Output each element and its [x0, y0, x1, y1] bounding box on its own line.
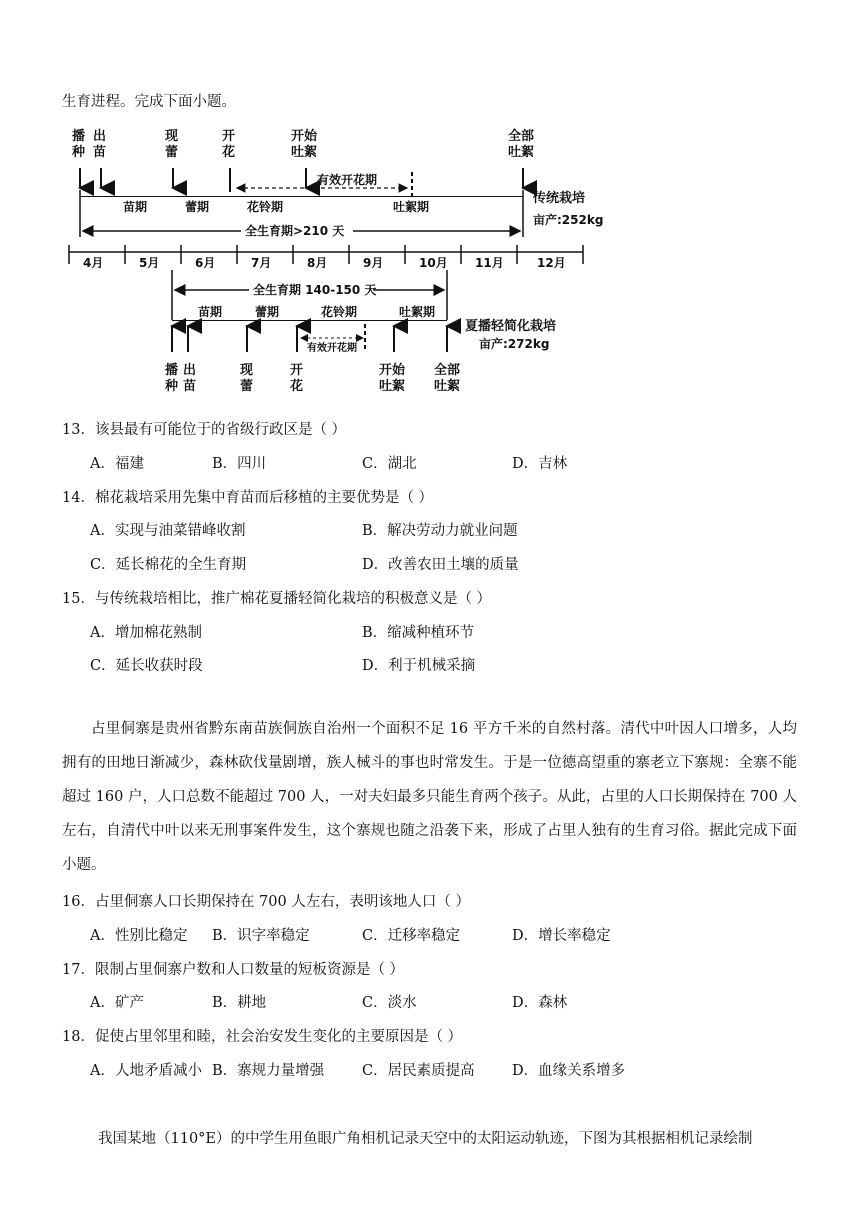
option: A．实现与油菜错峰收割 [90, 523, 246, 539]
summer-method-label: 夏播轻简化栽培 [465, 319, 557, 334]
question-18: 18．促使占里邻里和睦，社会治安发生变化的主要原因是（ ） [62, 1029, 463, 1045]
question-15: 15．与传统栽培相比，推广棉花夏播轻简化栽培的积极意义是（ ） [62, 591, 492, 607]
svg-text:播: 播 [165, 363, 179, 378]
trad-label-boll-all: 全部 [508, 129, 535, 144]
month-label: 8月 [307, 256, 328, 270]
month-label: 7月 [251, 256, 272, 270]
svg-text:苗: 苗 [93, 145, 107, 160]
option: C．迁移率稳定 [362, 928, 461, 944]
summer-period-3: 花铃期 [321, 305, 358, 319]
svg-text:开始: 开始 [379, 363, 406, 378]
option: D．森林 [512, 995, 568, 1011]
svg-text:全部: 全部 [434, 363, 461, 378]
summer-period-2: 蕾期 [255, 305, 280, 319]
option: C．湖北 [362, 456, 417, 472]
trad-label-emerge: 出 [93, 129, 107, 144]
trad-period-3: 花铃期 [247, 200, 284, 214]
svg-text:吐絮: 吐絮 [379, 379, 406, 394]
option: A．增加棉花熟制 [90, 625, 202, 641]
trad-total-label: 全生育期>210 天 [245, 224, 345, 238]
option: D．改善农田土壤的质量 [362, 557, 519, 573]
month-label: 6月 [195, 256, 216, 270]
question-16: 16．占里侗寨人口长期保持在 700 人左右，表明该地人口（ ） [62, 894, 470, 910]
option: C．居民素质提高 [362, 1063, 475, 1079]
option: A．矿产 [90, 995, 144, 1011]
svg-text:吐絮: 吐絮 [508, 145, 535, 160]
option: A．福建 [90, 456, 144, 472]
summer-total-label: 全生育期 140-150 天 [253, 283, 377, 297]
option: B．寨规力量增强 [212, 1063, 325, 1079]
svg-text:花: 花 [290, 379, 304, 394]
month-label: 9月 [363, 256, 384, 270]
svg-text:蕾: 蕾 [240, 379, 254, 394]
svg-text:苗: 苗 [183, 379, 197, 394]
trad-label-flower: 开 [222, 129, 236, 144]
option: D．血缘关系增多 [512, 1063, 626, 1079]
month-label: 12月 [537, 256, 566, 270]
trad-label-sow: 播 [72, 129, 86, 144]
svg-text:吐絮: 吐絮 [434, 379, 461, 394]
option: B．解决劳动力就业问题 [362, 523, 518, 539]
final-intro-line: 我国某地（110°E）的中学生用鱼眼广角相机记录天空中的太阳运动轨迹，下图为其根据相机记录绘制 [98, 1131, 753, 1147]
svg-text:种: 种 [72, 145, 86, 160]
summer-effective-label: 有效开花期 [307, 343, 357, 354]
option: C．淡水 [362, 995, 417, 1011]
trad-effective-label: 有效开花期 [317, 173, 378, 187]
svg-text:开: 开 [290, 363, 304, 378]
trad-period-1: 苗期 [123, 200, 148, 214]
option: D．利于机械采摘 [362, 658, 476, 674]
summer-yield: 亩产:272kg [479, 337, 550, 351]
summer-period-1: 苗期 [198, 305, 223, 319]
option: B．四川 [212, 456, 267, 472]
trad-method-label: 传统栽培 [533, 191, 586, 206]
intro-text: 生育进程。完成下面小题。 [62, 94, 236, 110]
question-17: 17．限制占里侗寨户数和人口数量的短板资源是（ ） [62, 962, 405, 978]
month-axis [69, 245, 583, 270]
month-label: 10月 [419, 256, 448, 270]
passage: 占里侗寨是贵州省黔东南苗族侗族自治州一个面积不足 16 平方千米的自然村落。清代中叶因人口增多，人均拥有的田地日渐减少，森林砍伐量剧增，族人械斗的事也时常发生。于是一位德高望重的寨老立下寨规：全寨不能超过 160 户，人口总数不能超过 700 人，一对夫妇最多只能生育两个孩子。从此，占里的人口长期保持在 700 人左右，自清代中叶以来无刑事案件发生，这个寨规也随之沿袭下来，形成了占里人独有的生育习俗。据此完成下面小题。 [62, 721, 797, 873]
option: D．吉林 [512, 456, 568, 472]
svg-text:蕾: 蕾 [165, 145, 179, 160]
trad-label-bud: 现 [165, 129, 179, 144]
option: A．性别比稳定 [90, 928, 188, 944]
trad-period-4: 吐絮期 [393, 200, 430, 214]
option: D．增长率稳定 [512, 928, 611, 944]
option: B．耕地 [212, 995, 267, 1011]
option: C．延长收获时段 [90, 658, 203, 674]
svg-text:吐絮: 吐絮 [291, 145, 318, 160]
option: B．缩减种植环节 [362, 625, 475, 641]
option: C．延长棉花的全生育期 [90, 557, 247, 573]
option: A．人地矛盾减小 [90, 1063, 202, 1079]
summer-period-4: 吐絮期 [399, 305, 436, 319]
cotton-growth-diagram [55, 122, 615, 402]
option: B．识字率稳定 [212, 928, 310, 944]
svg-text:现: 现 [240, 363, 254, 378]
trad-label-boll-start: 开始 [291, 129, 318, 144]
traditional-stage-labels [71, 128, 534, 160]
month-label: 11月 [475, 256, 504, 270]
question-13: 13．该县最有可能位于的省级行政区是（ ） [62, 422, 347, 438]
month-label: 5月 [139, 256, 160, 270]
trad-period-2: 蕾期 [185, 200, 210, 214]
svg-text:出: 出 [183, 363, 197, 378]
summer-stage-labels [164, 362, 460, 394]
svg-text:种: 种 [165, 379, 179, 394]
question-14: 14．棉花栽培采用先集中育苗而后移植的主要优势是（ ） [62, 490, 434, 506]
trad-yield: 亩产:252kg [533, 213, 604, 227]
month-label: 4月 [83, 256, 104, 270]
svg-text:花: 花 [222, 145, 236, 160]
